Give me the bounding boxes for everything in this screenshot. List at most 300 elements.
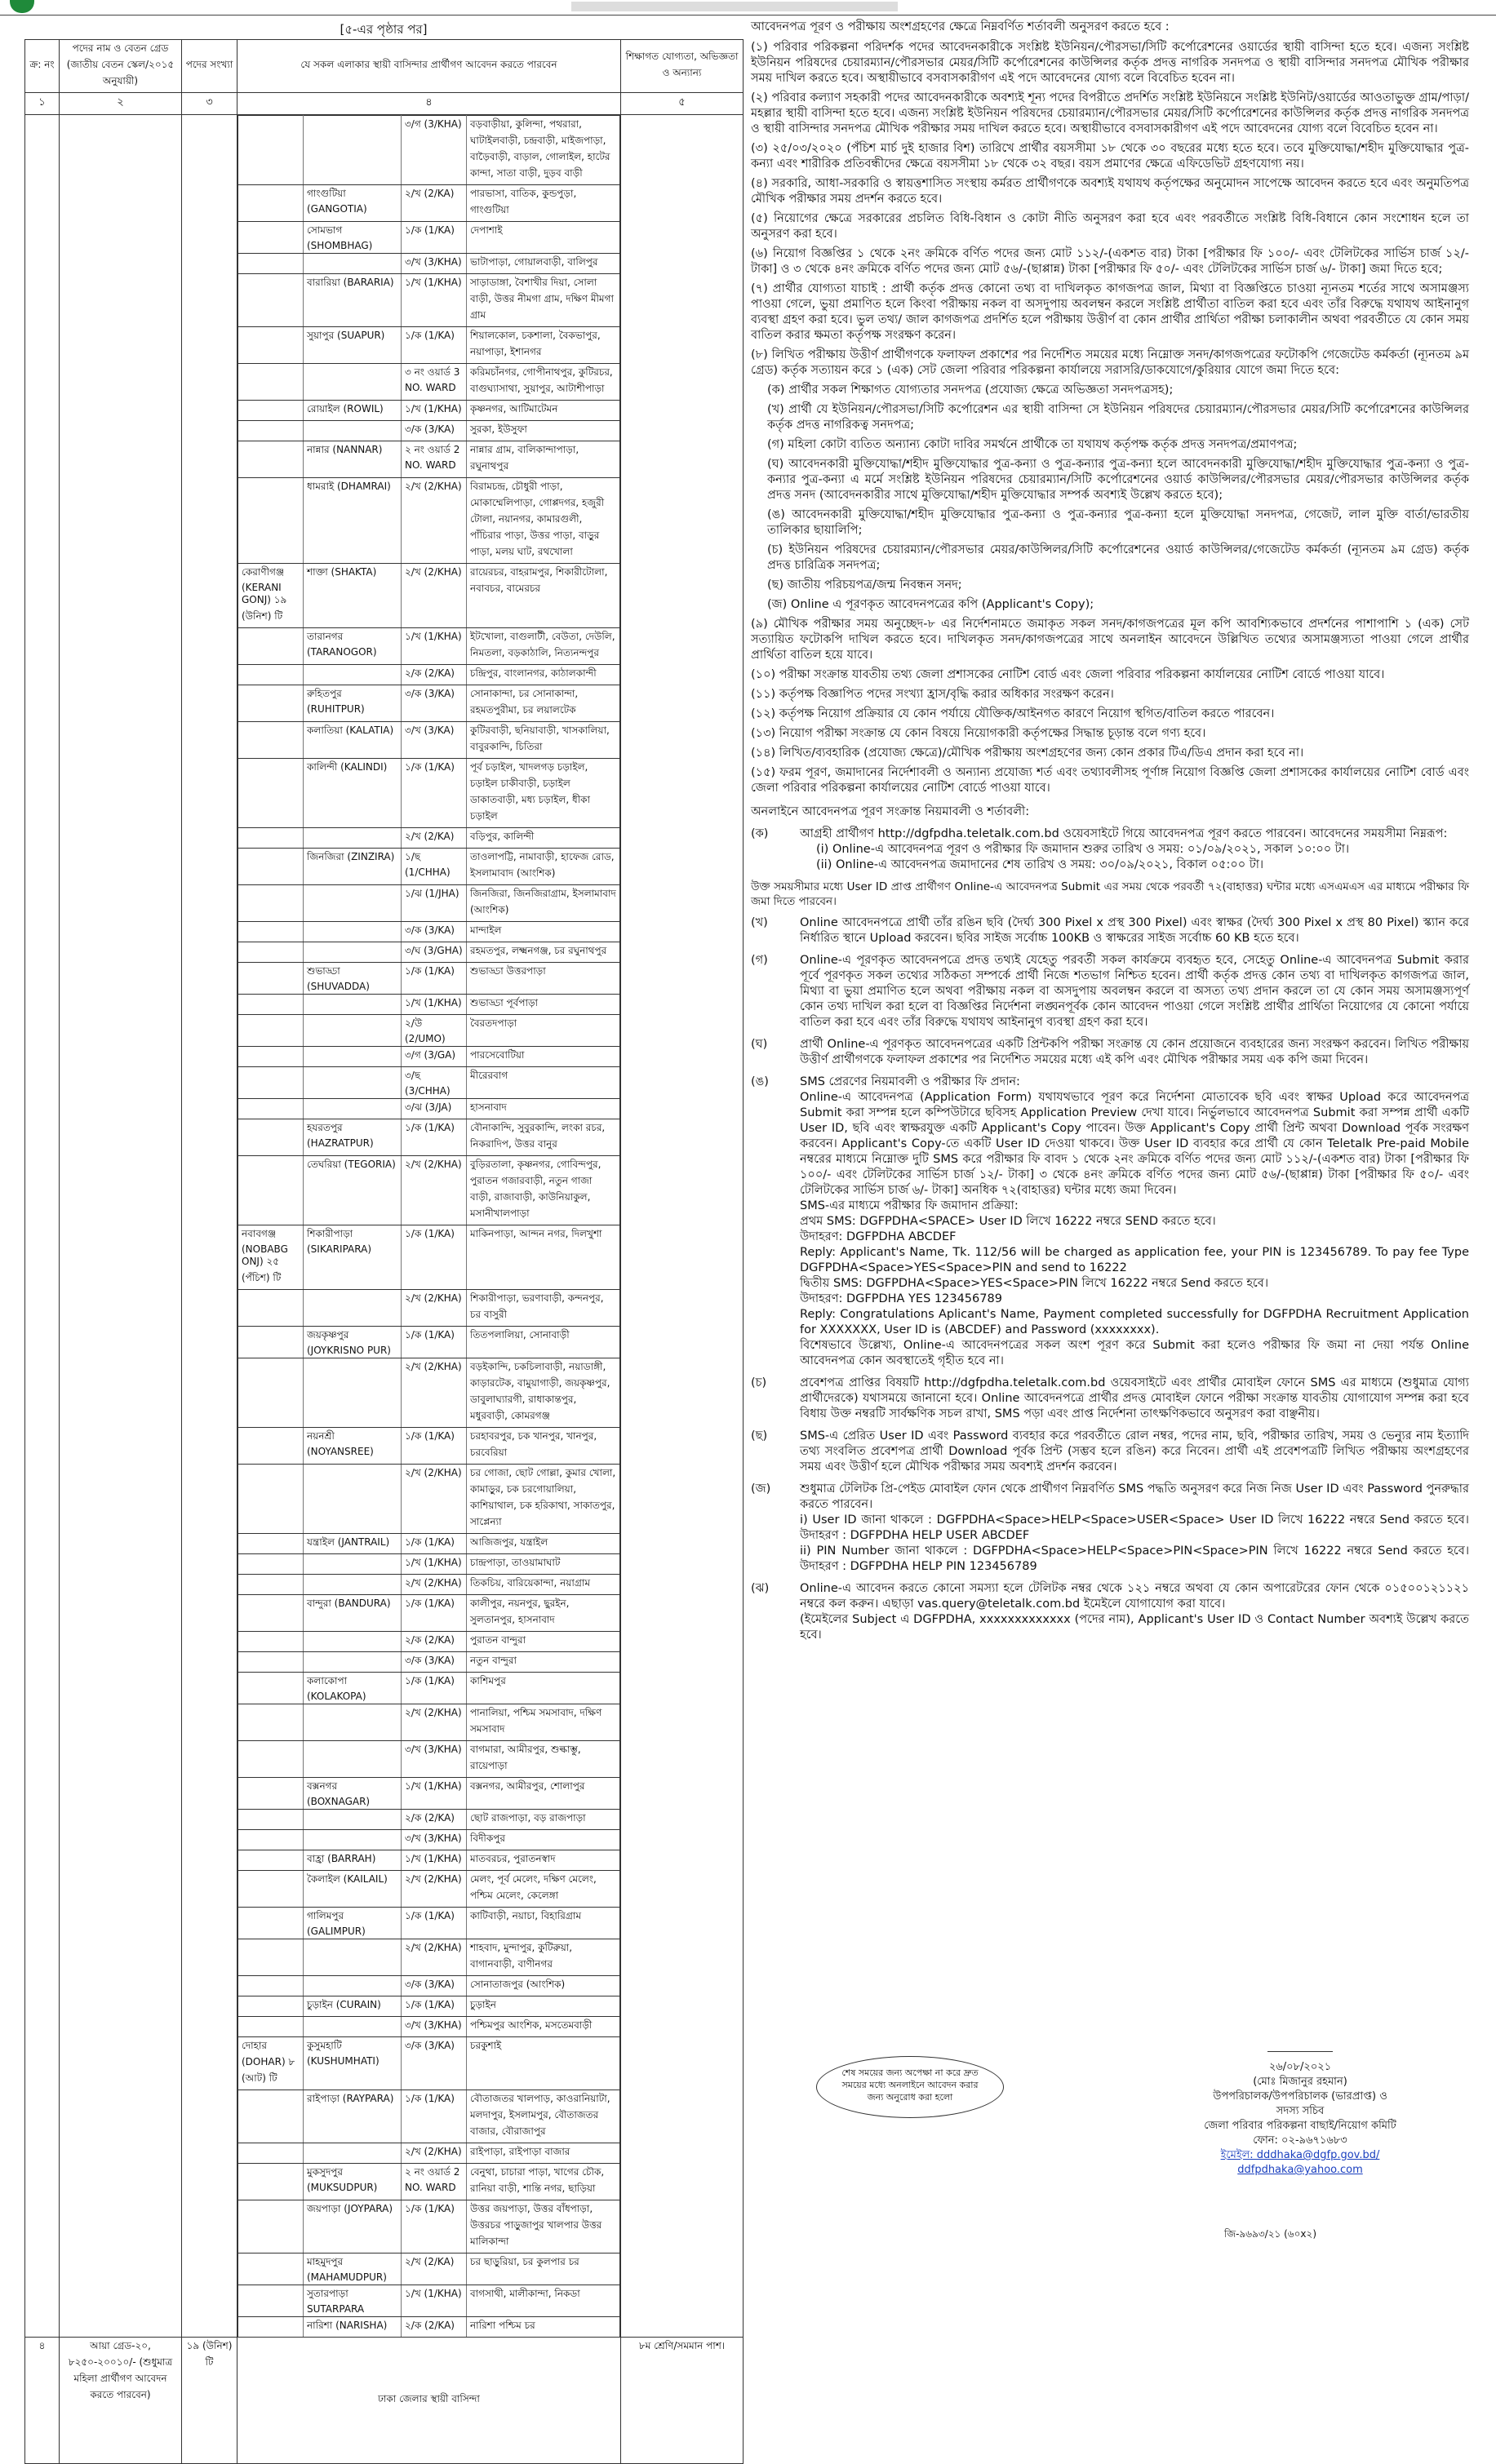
village-cell: চরহাবরপুর, চক খানপুর, খানপুর, চরবেরিয়া <box>467 1428 620 1465</box>
union-cell <box>304 116 402 185</box>
online-rule-ja <box>751 1482 1469 1575</box>
table-row <box>238 685 620 722</box>
rule-text: উদাহরণ: DGFPDHA ABCDEF <box>800 1230 957 1243</box>
conditions-intro: আবেদনপত্র পূরণ ও পরীক্ষায় অংশগ্রহণের ক্ষেত্রে নিম্নবর্ণিত শর্তাবলী অনুসরণ করতে হবে : <box>751 20 1170 33</box>
ward-cell: ২/ক (2/KA) <box>402 1810 467 1830</box>
ward-cell: ১/ক (1/KA) <box>402 1908 467 1939</box>
ward-cell: ১/ক (1/KA) <box>402 222 467 254</box>
ward-cell: ১/ক (1/KA) <box>402 1673 467 1704</box>
online-title: অনলাইনে আবেদনপত্র পূরণ সংক্রান্ত নিয়মাবলী ও শর্তাবলী: <box>751 805 1030 818</box>
ward-cell: ১/খ (1/KHA) <box>402 1554 467 1575</box>
signature-icon <box>1267 2023 1333 2052</box>
upazila-cell <box>238 922 304 942</box>
table-row <box>238 327 620 364</box>
online-rule-umo <box>751 1075 1469 1369</box>
village-cell: নারিশা পশ্চিম চর <box>467 2317 620 2338</box>
upazila-cell <box>238 942 304 963</box>
rule-text: SMS-এ প্রেরিত User ID এবং Password ব্যবহার করে পরবর্তীতে রোল নম্বর, পদের নাম, ছবি, পরীক্ষার তারিখ, সময় ও ভেন্যুর নাম ইত্যাদি তথ্য সংবলিত প্রবেশপত্র প্রার্থী Download পূর্বক প্রিন্ট (সম্ভব হলে রঙিন) করে নিবেন। প্রার্থী এই প্রবেশপত্রটি লিখিত পরীক্ষায় অংশগ্রহণের সময় এবং উত্তীর্ণ হলে মৌখিক পরীক্ষার সময় অবশ্যই প্রদর্শন করবেন। <box>800 1429 1469 1474</box>
rule-text: Online-এ পূরণকৃত আবেদনপত্রে প্রদত্ত তথ্যই যেহেতু পরবর্তী সকল কার্যক্রমে ব্যবহৃত হবে, সেহেতু Online-এ আবেদনপত্র Submit করার পূর্বে পূরণকৃত সকল তথ্যের সঠিকতা সম্পর্কে প্রার্থী নিজে শতভাগ নিশ্চিত হবেন। প্রার্থী কর্তৃক প্রদত্ত কোন তথ্য বা দাখিলকৃত কাগজপত্র জাল, মিথ্যা বা ভুয়া প্রমাণিত হলে অথবা পরীক্ষায় নকল বা অসদুপায় অবলম্বন করলে বা অসত্য তথ্য প্রদান করলে তা যে কোন সময় অসামঞ্জস্যপূর্ণ কোন তথ্য দাখিল করা হলে বা বিজ্ঞপ্তির নির্দেশনা লঙ্ঘনপূর্বক কোন আবেদন পাওয়া গেলে সংশ্লিষ্ট প্রার্থীর প্রার্থিতা নিয়োগের যে কোনো পর্যায়ে বাতিল করা হবে এবং তাঁর বিরুদ্ধে যথাযথ আইনানুগ ব্যবস্থা গ্রহণ করা হবে। <box>800 954 1469 1029</box>
upazila-cell <box>238 2090 304 2143</box>
village-cell: মাতবরচর, পুরাতনস্বাদ <box>467 1850 620 1871</box>
rule-text: উক্ত সময়সীমার মধ্যে User ID প্রাপ্ত প্রার্থীগণ Online-এ আবেদনপত্র Submit এর সময় থেকে পরবর্তী ৭২(বাহাত্তর) ঘন্টার মধ্যে এসএমএস এর মাধ্যমে পরীক্ষার ফি জমা দিতে পারবেন। <box>751 880 1469 908</box>
ward-cell: ১/ক (1/KA) <box>402 2200 467 2253</box>
col-number: ৪ <box>237 93 621 115</box>
table-row <box>238 2317 620 2338</box>
final-qualification: ৮ম শ্রেণি/সমমান পাশ। <box>621 2338 744 2464</box>
col-header-area: যে সকল এলাকার স্থায়ী বাসিন্দার প্রার্থীগণ আবেদন করতে পারবেন <box>237 40 621 93</box>
serial-cell <box>25 115 60 2338</box>
table-row <box>238 2037 620 2090</box>
village-cell: আজিজপুর, যন্ত্রাইল <box>467 1534 620 1554</box>
vacancy-table <box>24 39 744 2464</box>
ward-cell: ১/খ (1/KHA) <box>402 995 467 1015</box>
union-cell <box>304 1465 402 1534</box>
condition-item: (ক) প্রার্থীর সকল শিক্ষাগত যোগ্যতার সনদপত্র (প্রযোজ্য ক্ষেত্রে অভিজ্ঞতা সনদপত্রসহ); <box>767 383 1174 397</box>
village-cell: শিকারীপাড়া, ভরণাবাড়ী, কন্দনপুর, চর বাসুরী <box>467 1290 620 1327</box>
rule-text: দ্বিতীয় SMS: DGFPDHA<Space>YES<Space>PIN লিখে 16222 নম্বরে Send করতে হবে। <box>800 1277 1269 1290</box>
ward-cell: ১/খ (1/KHA) <box>402 401 467 421</box>
village-cell: কুটিরবাড়ী, ছনিয়াবাড়ী, খাসকালিয়া, বাবুরকান্দি, চিতিরা <box>467 722 620 759</box>
village-cell: ছোট রাজপাড়া, বড় রাজপাড়া <box>467 1810 620 1830</box>
table-row <box>238 849 620 885</box>
condition-item: (চ) ইউনিয়ন পরিষদের চেয়ারম্যান/পৌরসভার মেয়র/কাউন্সিলর/সিটি কর্পোরেশনের ওয়ার্ড কাউন্সিলর/গেজেটেড কর্মকর্তা (ন্যূনতম ৯ম গ্রেড) কর্তৃক প্রদত্ত চারিত্রিক সনদপত্র; <box>767 543 1469 572</box>
table-row <box>238 1358 620 1428</box>
col-number: ২ <box>60 93 182 115</box>
union-cell <box>304 421 402 441</box>
online-rule-gha <box>751 1037 1469 1068</box>
rule-label: (ঙ) <box>751 1075 769 1088</box>
union-cell <box>304 1830 402 1850</box>
post-cell <box>60 115 182 2338</box>
col-header-post: পদের নাম ও বেতন গ্রেড (জাতীয় বেতন স্কেল/২০১৫ অনুযায়ী) <box>60 40 182 93</box>
village-cell: ইটখোলা, বাগুলাটী, বেউতা, দেউলি, নিমতলা, বড়কাঠালি, নিত্যনন্দপুর <box>467 628 620 665</box>
upazila-cell <box>238 185 304 222</box>
ward-cell: ৩/ক (3/KA) <box>402 922 467 942</box>
union-cell: শুভাড্ডা (SHUVADDA) <box>304 963 402 995</box>
signature-block <box>1153 2023 1447 2178</box>
condition-item: (৭) প্রার্থীর যোগ্যতা যাচাই : প্রার্থী কর্তৃক প্রদত্ত কোনো তথ্য বা দাখিলকৃত কাগজপত্র জাল, মিথ্যা বা বিজ্ঞপ্তিতে চাওয়া ন্যূনতম শর্তের সাথে অসামঞ্জস্য পাওয়া গেলে, ভুয়া প্রমাণিত হলে কিংবা পরীক্ষায় নকল বা অসদুপায় অবলম্বন করলে সংশ্লিষ্ট প্রার্থীতা বাতিল করা হবে এবং তাঁর বিরুদ্ধে যথাযথ আইনানুগ ব্যবস্থা গ্রহণ করা হবে। ভুল তথ্য/ জাল কাগজপত্র প্রদর্শিত হলে পরীক্ষায় উত্তীর্ণ বা কোন প্রার্থীর প্রার্থিতা পরীক্ষা চলাকালীন অথবা পরবর্তীতে যে কোন সময় বাতিল করার ক্ষমতা কর্তৃপক্ষ সংরক্ষণ করেন। <box>751 282 1469 342</box>
union-cell: কুসুমহাটি (KUSHUMHATI) <box>304 2037 402 2090</box>
rule-text: উদাহরণ: DGFPDHA YES 123456789 <box>800 1292 1002 1305</box>
table-row <box>238 478 620 564</box>
village-cell: পূর্ব চড়াইল, খাদলগড় চড়াইল, চড়াইল চাকীবাড়ী, চড়াইল ডাকাতবাড়ী, মধ্য চড়াইল, ধীকা চড়াইল <box>467 759 620 828</box>
village-cell: বক্সনগর, আমীরপুর, শোলাপুর <box>467 1778 620 1810</box>
village-cell: চুড়াইন <box>467 1996 620 2017</box>
table-row <box>238 1554 620 1575</box>
ward-cell: ২/খ (2/KHA) <box>402 478 467 564</box>
ward-cell: ১/ক (1/KA) <box>402 327 467 364</box>
village-cell: বড়বাড়ীয়া, কুলিন্দা, পথরারা, ঘাটাইলবাড়ী, চন্দ্রবাড়ী, মাইজপাড়া, বাড়ৈবাড়ী, বাড়াল, গোলাইল, হাটের কান্দা, সাতা বাড়ী, দুড়ব বাড়ী <box>467 116 620 185</box>
sign-name: (মোঃ মিজানুর রহমান) <box>1253 2076 1347 2088</box>
table-row <box>238 1778 620 1810</box>
village-cell: হাসনাবাদ <box>467 1099 620 1119</box>
ward-cell: ২/খ (2/KHA) <box>402 1358 467 1428</box>
rule-label: (ঘ) <box>751 1038 768 1051</box>
village-cell: পুরাতন বান্দুরা <box>467 1632 620 1652</box>
rule-text: SMS-এর মাধ্যমে পরীক্ষার ফি জমাদান প্রক্রিয়া: <box>800 1199 1019 1212</box>
ward-cell: ২/খ (2/KHA) <box>402 2143 467 2164</box>
upazila-cell <box>238 995 304 1015</box>
table-row <box>238 2164 620 2200</box>
upazila-cell <box>238 1067 304 1099</box>
sign-phone: ফোন: ০২-৯৬৭১৬৮৩ <box>1253 2134 1347 2147</box>
table-row <box>238 628 620 665</box>
upazila-cell <box>238 1595 304 1632</box>
condition-item: (১১) কর্তৃপক্ষ বিজ্ঞাপিত পদের সংখ্যা হ্রাস/বৃদ্ধি করার অধিকার সংরক্ষণ করেন। <box>751 688 1114 701</box>
table-row <box>238 759 620 828</box>
sign-title: জেলা পরিবার পরিকল্পনা বাছাই/নিয়োগ কমিটি <box>1204 2120 1396 2132</box>
union-cell: নান্নার (NANNAR) <box>304 441 402 478</box>
rule-text: Reply: Congratulations Aplicant's Name, Payment completed successfully for DGFPDHA Recruitment Application for XXXXXXX, User ID is (ABCDEF) and Password (xxxxxxxx). <box>800 1308 1469 1336</box>
upazila-cell <box>238 1908 304 1939</box>
sign-date: ২৬/০৮/২০২১ <box>1268 2061 1332 2073</box>
village-cell: সুরকা, ইউসুফা <box>467 421 620 441</box>
table-row <box>238 1704 620 1741</box>
table-row <box>238 1850 620 1871</box>
ward-cell: ৩/ক (3/KA) <box>402 2037 467 2090</box>
ward-cell: ২/খ (2/KHA) <box>402 1156 467 1225</box>
union-cell <box>304 828 402 849</box>
union-cell <box>304 942 402 963</box>
col-header-serial: ক্র: নং <box>25 40 60 93</box>
union-cell: সুতারপাড়া SUTARPARA <box>304 2285 402 2317</box>
union-cell: নয়নশ্রী (NOYANSREE) <box>304 1428 402 1465</box>
condition-item: (৪) সরকারি, আধা-সরকারি ও স্বায়ত্তশাসিত সংস্থায় কর্মরত প্রার্থীগণকে অবশ্যই যথাযথ কর্তৃপক্ষের অনুমোদন সাপেক্ষে আবেদন করতে হবে এবং অনুমতিপত্র মৌখিক পরীক্ষার সময় প্রদর্শন করতে হবে। <box>751 177 1469 206</box>
ward-cell: ১/খ (1/KHA) <box>402 2285 467 2317</box>
upazila-cell <box>238 963 304 995</box>
ward-cell: ১/ক (1/KA) <box>402 2090 467 2143</box>
table-row <box>238 1119 620 1156</box>
table-row <box>238 1652 620 1673</box>
ward-cell: ৩/খ (3/KHA) <box>402 1741 467 1778</box>
upazila-cell <box>238 1871 304 1908</box>
village-cell: মেলং, পূর্ব মেলেং, দক্ষিণ মেলেং, পশ্চিম মেলেং, কেলেঙ্গা <box>467 1871 620 1908</box>
village-cell: শাহবাদ, মুন্দাপুর, কুটিরুয়া, বাগানবাড়ী, বাণীনগর <box>467 1939 620 1976</box>
village-cell: চর গোজা, ছোট গোল্লা, কুমার খোলা, কামাড়ুর, চক চরগোয়ালিয়া, কাশিয়াথাল, চক হরিকাথা, সাকাতপুর, সাপ্লেন্যা <box>467 1465 620 1534</box>
table-row <box>238 254 620 274</box>
table-row <box>238 1327 620 1358</box>
village-cell: সোনাতাজপুর (আংশিক) <box>467 1976 620 1996</box>
col-header-count: পদের সংখ্যা <box>182 40 237 93</box>
union-cell <box>304 1810 402 1830</box>
ward-cell: ১/ক (1/KA) <box>402 1119 467 1156</box>
union-cell <box>304 364 402 401</box>
rule-label: (ঝ) <box>751 1582 770 1595</box>
union-cell <box>304 1290 402 1327</box>
table-row <box>238 1632 620 1652</box>
union-cell: কালিন্দী (KALINDI) <box>304 759 402 828</box>
upazila-cell <box>238 722 304 759</box>
village-cell: শুভাড্ডা উত্তরপাড়া <box>467 963 620 995</box>
ward-cell: ১/ক (1/KA) <box>402 1428 467 1465</box>
upazila-cell <box>238 1554 304 1575</box>
union-cell <box>304 1652 402 1673</box>
village-cell: ভাটাপাড়া, গোয়ালবাড়ী, বালিপুর <box>467 254 620 274</box>
table-row <box>238 1830 620 1850</box>
ward-cell: ৩/খ (3/KA) <box>402 722 467 759</box>
ward-cell: ১/ক (1/KA) <box>402 1225 467 1290</box>
upazila-cell <box>238 1047 304 1067</box>
upazila-cell <box>238 1327 304 1358</box>
upazila-cell <box>238 2317 304 2338</box>
union-cell <box>304 1015 402 1047</box>
village-cell: বৌনাকান্দি, সুবুরকান্দি, লংকা রচর, নিকরাদিপ, উত্তর বানুর <box>467 1119 620 1156</box>
ward-cell: ২/খ (2/KA) <box>402 828 467 849</box>
upazila-cell <box>238 116 304 185</box>
ward-cell: ১/খ (1/KHA) <box>402 274 467 327</box>
union-cell: মুকসুদপুর (MUKSUDPUR) <box>304 2164 402 2200</box>
table-row <box>238 2090 620 2143</box>
ward-cell: ৩/খ (3/KHA) <box>402 1830 467 1850</box>
upazila-cell <box>238 2285 304 2317</box>
union-cell: রুহিতপুর (RUHITPUR) <box>304 685 402 722</box>
ward-cell: ৩/গ (3/KHA) <box>402 116 467 185</box>
ward-cell: ৩/গ (3/GA) <box>402 1047 467 1067</box>
village-cell: সাড়াডাঙ্গা, বৈশাখীর দিয়া, সোলা বাড়ী, উত্তর নীমগা গ্রাম, দক্ষিণ মীমগা গ্রাম <box>467 274 620 327</box>
ward-cell: ১/ছ (1/CHHA) <box>402 849 467 885</box>
village-cell: পশ্চিমপুর আংশিক, মসতেমবাড়ী <box>467 2017 620 2037</box>
col-header-qualification: শিক্ষাগত যোগ্যতা, অভিজ্ঞতা ও অন্যান্য <box>621 40 744 93</box>
table-row <box>238 2253 620 2285</box>
upazila-cell <box>238 2017 304 2037</box>
union-cell <box>304 1047 402 1067</box>
logo-icon <box>10 0 34 13</box>
upazila-cell <box>238 628 304 665</box>
ward-cell: ২/খ (2/KHA) <box>402 1704 467 1741</box>
rule-text: আগ্রহী প্রার্থীগণ http://dgfpdha.teletalk.com.bd ওয়েবসাইটে গিয়ে আবেদনপত্র পূরণ করতে পারবেন। আবেদনের সময়সীমা নিম্নরূপ: <box>800 827 1448 840</box>
conditions-column <box>751 20 1469 2222</box>
ward-cell: ১/ক (1/KA) <box>402 963 467 995</box>
condition-item: (৯) মৌখিক পরীক্ষার সময় অনুচ্ছেদ-৮ এর নির্দেশনামতে জমাকৃত সকল সনদ/কাগজপত্রের মূল কপি আবশ্যিকভাবে প্রদর্শনের পাশাপাশি ১ (এক) সেট সত্যায়িত ফটোকপি দাখিল করতে হবে। দাখিলকৃত সনদ/কাগজপত্রের সাথে অনলাইন আবেদনে উল্লিখিত তথ্যের অসামঞ্জস্যতা পাওয়া গেলে প্রার্থীর প্রার্থিতা বাতিল হয়ে যাবে। <box>751 618 1469 662</box>
upazila-cell <box>238 478 304 564</box>
condition-item: (ঙ) আবেদনকারী মুক্তিযোদ্ধা/শহীদ মুক্তিযোদ্ধার পুত্র-কন্যা ও পুত্র-কন্যার পুত্র-কন্যা হলে মুক্তিযোদ্ধা সনদপত্র, গেজেট, লাল মুক্তি বার্তা/ভারতীয় তালিকার ছায়ালিপি; <box>767 508 1469 537</box>
village-cell: পানালিয়া, পশ্চিম সমসাবাদ, দক্ষিণ সমসাবাদ <box>467 1704 620 1741</box>
union-cell: গালিমপুর (GALIMPUR) <box>304 1908 402 1939</box>
village-cell: বৈরতদপাড়া <box>467 1015 620 1047</box>
ward-cell: ৩/ক (3/KA) <box>402 421 467 441</box>
upazila-cell <box>238 1015 304 1047</box>
upazila-cell <box>238 849 304 885</box>
col-number: ৫ <box>621 93 744 115</box>
village-cell: কাটিবাড়ী, নয়াচা, বিহারিগ্রাম <box>467 1908 620 1939</box>
ward-cell: ২/খ (2/KHA) <box>402 1290 467 1327</box>
village-cell: পারসেবোটিয়া <box>467 1047 620 1067</box>
sign-email-link[interactable]: ddfpdhaka@yahoo.com <box>1237 2164 1363 2176</box>
union-cell: গাংগুটিয়া (GANGOTIA) <box>304 185 402 222</box>
upazila-cell <box>238 1156 304 1225</box>
union-cell: মাহমুদপুর (MAHAMUDPUR) <box>304 2253 402 2285</box>
table-row <box>238 222 620 254</box>
union-cell: বারারিয়া (BARARIA) <box>304 274 402 327</box>
union-cell: রোয়াইল (ROWIL) <box>304 401 402 421</box>
village-cell: বিদীকপুর <box>467 1830 620 1850</box>
upazila-cell <box>238 1428 304 1465</box>
table-row <box>238 1871 620 1908</box>
table-header-row <box>25 40 744 93</box>
table-row <box>238 1225 620 1290</box>
village-cell: চন্দ্রিপুর, বাংলানগর, কাঠালকান্দী <box>467 665 620 685</box>
village-cell: বৌতাজতর খালপাড়, কাওরানিয়াটা, মলদাপুর, ইসলামপুর, বৌতাজতর বাজার, বৌরাজাপুর <box>467 2090 620 2143</box>
sign-email-link[interactable]: ইমেইল: dddhaka@dgfp.gov.bd/ <box>1220 2149 1380 2161</box>
union-cell <box>304 885 402 922</box>
union-ward-table <box>237 115 620 2337</box>
table-row <box>238 1428 620 1465</box>
col-number: ৩ <box>182 93 237 115</box>
union-cell: শিকারীপাড়া (SIKARIPARA) <box>304 1225 402 1290</box>
ward-cell: ১/ক (1/KA) <box>402 759 467 828</box>
table-row <box>238 885 620 922</box>
condition-item: (৮) লিখিত পরীক্ষায় উত্তীর্ণ প্রার্থীগণকে ফলাফল প্রকাশের পর নির্দেশিত সময়ের মধ্যে নিম্নোক্ত সনদ/কাগজপত্রের ফটোকপি গেজেটেড কর্মকর্তা (ন্যূনতম ৯ম গ্রেড) কর্তৃক সত্যায়ন করে ১ (এক) সেট জেলা পরিবার পরিকল্পনা কার্যালয়ে সরাসরি/ডাকযোগে/কুরিয়ার যোগে জমা দিতে হবে: <box>751 348 1469 377</box>
final-post: আয়া গ্রেড-২০, ৮২৫০-২০০১০/- (শুধুমাত্র মহিলা প্রার্থীগণ আবেদন করতে পারবেন) <box>60 2338 182 2464</box>
village-cell: রায়েরচর, বাহরামপুর, শিকারীটোলা, নবাবচর, বামেরচর <box>467 564 620 628</box>
table-row <box>238 1996 620 2017</box>
village-cell: তাওলাপট্টি, নামাবাড়ী, হাফেজ রোড, ইসলামাবাদ (আংশিক) <box>467 849 620 885</box>
ward-cell: ৩/ক (3/KA) <box>402 1652 467 1673</box>
union-cell <box>304 1976 402 1996</box>
table-row <box>238 1908 620 1939</box>
ward-cell: ৩/খ (3/KHA) <box>402 2017 467 2037</box>
online-rule-cha <box>751 1376 1469 1422</box>
union-cell <box>304 254 402 274</box>
village-cell: চর ছাড়ুরিয়া, চর কুলপার চর <box>467 2253 620 2285</box>
upazila-cell <box>238 222 304 254</box>
rule-text: প্রার্থী Online-এ পূরণকৃত আবেদনপত্রের একটি প্রিন্টকপি পরীক্ষা সংক্রান্ত যে কোন প্রয়োজনে ব্যবহারের জন্য সংরক্ষণ করবেন। লিখিত পরীক্ষায় উত্তীর্ণ প্রার্থীগণকে ফলাফল প্রকাশের পর নির্দেশিত সময়ের মধ্যে এই কপি এবং মৌখিক পরীক্ষার সময় এক কপি জমা দিবেন। <box>800 1038 1469 1066</box>
upazila-cell <box>238 759 304 828</box>
online-rule-ka <box>751 827 1469 873</box>
upazila-cell <box>238 441 304 478</box>
upazila-cell <box>238 1632 304 1652</box>
union-cell: যন্ত্রাইল (JANTRAIL) <box>304 1534 402 1554</box>
condition-item: (খ) প্রার্থী যে ইউনিয়ন/পৌরসভা/সিটি কর্পোরেশন এর স্থায়ী বাসিন্দা সে ইউনিয়ন পরিষদের চেয়ারম্যান/পৌরসভার মেয়র/সিটি কর্পোরেশনের কাউন্সিলর কর্তৃক প্রদত্ত নাগরিকত্ব সনদপত্র; <box>767 403 1469 432</box>
table-row <box>238 1015 620 1047</box>
village-cell: পারভাসা, বাতিক, কুন্ডপুড়া, গাংগুটিয়া <box>467 185 620 222</box>
table-row <box>238 2285 620 2317</box>
online-rule-kha <box>751 915 1469 946</box>
rule-text: (ii) Online-এ আবেদনপত্র জমাদানের শেষ তারিখ ও সময়: ৩০/০৯/২০২১, বিকাল ০৫:০০ টা। <box>816 858 1264 871</box>
rule-label: (জ) <box>751 1482 771 1496</box>
upazila-cell <box>238 401 304 421</box>
table-row <box>238 2143 620 2164</box>
ward-cell: ৩/ক (3/KA) <box>402 1976 467 1996</box>
upazila-cell <box>238 254 304 274</box>
upazila-cell <box>238 2253 304 2285</box>
union-cell <box>304 922 402 942</box>
village-cell: রাইপাড়া, রাইপাড়া বাজার <box>467 2143 620 2164</box>
rule-text: বিশেষভাবে উল্লেখ্য, Online-এ আবেদনপত্রের সকল অংশ পূরণ করে Submit করা হলেও পরীক্ষার ফি জমা না দেয়া পর্যন্ত Online আবেদনপত্র কোন অবস্থাতেই গৃহীত হবে না। <box>800 1339 1469 1367</box>
table-row <box>238 1741 620 1778</box>
ward-cell: ১/খ (1/KHA) <box>402 1778 467 1810</box>
ward-cell: ২ নং ওয়ার্ড 2 NO. WARD <box>402 2164 467 2200</box>
rule-text: Online আবেদনপত্রে প্রার্থী তাঁর রঙিন ছবি (দৈর্ঘ্য 300 Pixel x প্রস্থ 300 Pixel) এবং স্বাক্ষর (দৈর্ঘ্য 300 Pixel x প্রস্থ 80 Pixel) স্ক্যান করে নির্ধারিত স্থানে Upload করবেন। ছবির সাইজ সর্বোচ্চ 100KB ও স্বাক্ষরের সাইজ সর্বোচ্চ 60 KB হতে হবে। <box>800 916 1469 945</box>
table-row <box>238 564 620 628</box>
ward-cell: ২ নং ওয়ার্ড 2 NO. WARD <box>402 441 467 478</box>
village-cell: মান্দাইল <box>467 922 620 942</box>
ward-cell: ১/ক (1/KA) <box>402 1534 467 1554</box>
upazila-cell <box>238 665 304 685</box>
village-cell: চরকুশাই <box>467 2037 620 2090</box>
village-cell: নান্নার গ্রাম, বালিকান্দাপাড়া, রঘুনাথপুর <box>467 441 620 478</box>
ward-cell: ২/খ (2/KHA) <box>402 1465 467 1534</box>
upazila-cell <box>238 364 304 401</box>
rule-text: (ইমেইলের Subject এ DGFPDHA, xxxxxxxxxxxxx (পদের নাম), Applicant's User ID ও Contact Number অবশ্যই উল্লেখ করতে হবে। <box>800 1613 1469 1642</box>
rule-text: i) User ID জানা থাকলে : DGFPDHA<Space>HELP<Space>USER<Space> User ID লিখে 16222 নম্বরে Send করতে হবে। উদাহরণ : DGFPDHA HELP USER ABCDEF <box>800 1513 1469 1542</box>
final-serial: ৪ <box>25 2338 60 2464</box>
rule-text: প্রবেশপত্র প্রাপ্তির বিষয়টি http://dgfpdha.teletalk.com.bd ওয়েবসাইটে এবং প্রার্থীর মোবাইল ফোনে SMS এর মাধ্যমে (শুধুমাত্র যোগ্য প্রার্থীদেরকে) যথাসময়ে জানানো হবে। Online আবেদনপত্রে প্রার্থীর প্রদত্ত মোবাইল ফোনে পরীক্ষা সংক্রান্ত যাবতীয় যোগাযোগ সম্পন্ন করা হবে বিধায় উক্ত নম্বরটি সার্বক্ষণিক সচল রাখা, SMS পড়া এবং প্রাপ্ত নির্দেশনা তাৎক্ষণিকভাবে অনুসরণ করা বাঞ্ছনীয়। <box>800 1376 1469 1420</box>
condition-item: (২) পরিবার কল্যাণ সহকারী পদের আবেদনকারীকে অবশ্যই শূন্য পদের বিপরীতে প্রদর্শিত সংশ্লিষ্ট ইউনিয়নে সংশ্লিষ্ট ইউনিট/ওয়ার্ডের আওতাভুক্ত গ্রাম/পাড়া/মহল্লার স্থায়ী বাসিন্দা হতে হবে। এজন্য সংশ্লিষ্ট ইউনিয়ন পরিষদের চেয়ারম্যান/পৌরসভার মেয়র/সিটি কর্পোরেশনের কাউন্সিলর কর্তৃক প্রদত্ত নাগরিক সনদপত্র ও স্থায়ী বাসিন্দার সনদপত্র মৌখিক পরীক্ষার সময় দাখিল করতে হবে। অস্থায়ীভাবে বসবাসকারীগণ এই পদে আবেদনের যোগ্য বলে বিবেচিত হবেন না। <box>751 91 1469 135</box>
union-cell: বক্সনগর (BOXNAGAR) <box>304 1778 402 1810</box>
union-cell: রাইপাড়া (RAYPARA) <box>304 2090 402 2143</box>
table-row <box>238 1939 620 1976</box>
table-row <box>238 1099 620 1119</box>
union-cell <box>304 1704 402 1741</box>
table-row <box>238 1810 620 1830</box>
condition-item: (১৩) নিয়োগ পরীক্ষা সংক্রান্ত যে কোন বিষয়ে নিয়োগকারী কর্তৃপক্ষের সিদ্ধান্ত চূড়ান্ত বলে গণ্য হবে। <box>751 727 1206 740</box>
rule-text: Online-এ আবেদনপত্র (Application Form) যথাযথভাবে পূরণ করে নির্দেশনা মোতাবেক ছবি এবং স্বাক্ষর Upload করে আবেদনপত্র Submit করা সম্পন্ন হলে কম্পিউটারে ছবিসহ Application Preview দেখা যাবে। নির্ভুলভাবে আবেদনপত্র Submit করা সম্পন্ন প্রার্থী একটি User ID, ছবি এবং স্বাক্ষরযুক্ত একটি Applicant's Copy পাবেন। উক্ত Applicant's Copy প্রার্থী প্রিন্ট অথবা Download পূর্বক সংরক্ষণ করবেন। Applicant's Copy-তে একটি User ID দেওয়া থাকবে। উক্ত User ID ব্যবহার করে প্রার্থী যে কোন Teletalk Pre-paid Mobile নম্বরের মাধ্যমে নিম্নোক্ত দুটি SMS করে পরীক্ষার ফি বাবদ ১ থেকে ২নং ক্রমিকে বর্ণিত পদের জন্য মোট ১১২/-(একশত বার) টাকা [পরীক্ষার ফি ১০০/- এবং টেলিটকের সার্ভিস চার্জ ১২/- টাকা] ৩ থেকে ৪নং ক্রমিকে বর্ণিত পদের জন্য মোট ৫৬/-(ছাপ্পান্ন) টাকা [পরীক্ষার ফি ৫০/- এবং টেলিটকের সার্ভিস চার্জ ৬/- টাকা] অনধিক ৭২(বাহাত্তর) ঘন্টার মধ্যে জমা দিবেন। <box>800 1091 1469 1197</box>
table-row <box>238 1156 620 1225</box>
rule-text: SMS প্রেরণের নিয়মাবলী ও পরীক্ষার ফি প্রদান: <box>800 1075 1020 1088</box>
upazila-cell <box>238 1465 304 1534</box>
table-row <box>238 722 620 759</box>
upazila-cell <box>238 685 304 722</box>
condition-item: (৩) ২৫/০৩/২০২০ (পঁচিশ মার্চ দুই হাজার বিশ) তারিখে প্রার্থীর বয়সসীমা ১৮ থেকে ৩০ বছরের মধ্যে হতে হবে। তবে মুক্তিযোদ্ধা/শহীদ মুক্তিযোদ্ধার পুত্র-কন্যা এবং শারীরিক প্রতিবন্ধীদের ক্ষেত্রে বয়সসীমা ১৮ থেকে ৩২ বছর। বয়স প্রমাণের ক্ষেত্রে এফিডেভিট গ্রহণযোগ্য নয়। <box>751 142 1469 171</box>
union-cell <box>304 1554 402 1575</box>
table-row <box>238 1575 620 1595</box>
table-row <box>238 828 620 849</box>
village-cell: বড়ইকান্দি, চকচিলাবাড়ী, নয়াডাঙ্গী, কাড়ারটেক, বামুয়াগাড়ী, জয়কৃষ্ণপুর, ডাবুলাঘ্যারগী, রাধাকান্তপুর, মধুরবাড়ী, কোমরগঞ্জ <box>467 1358 620 1428</box>
table-row <box>238 441 620 478</box>
rule-label: (গ) <box>751 954 768 967</box>
union-cell <box>304 1741 402 1778</box>
union-cell <box>304 1358 402 1428</box>
upazila-cell: কেরাণীগঞ্জ (KERANI GONJ) ১৯ (উনিশ) টি <box>238 564 304 628</box>
union-cell: জয়পাড়া (JOYPARA) <box>304 2200 402 2253</box>
union-cell: কলাতিয়া (KALATIA) <box>304 722 402 759</box>
sign-title: সদস্য সচিব <box>1276 2105 1325 2117</box>
ward-cell: ৩ নং ওয়ার্ড 3 NO. WARD <box>402 364 467 401</box>
upazila-cell <box>238 1810 304 1830</box>
union-cell: জিনজিরা (ZINZIRA) <box>304 849 402 885</box>
rule-text: প্রথম SMS: DGFPDHA<SPACE> User ID লিখে 16222 নম্বরে SEND করতে হবে। <box>800 1215 1216 1228</box>
ward-cell: ২/উ (2/UMO) <box>402 1015 467 1047</box>
ward-cell: ৩/ঝ (3/JA) <box>402 1099 467 1119</box>
ward-cell: ১/খ (1/KHA) <box>402 628 467 665</box>
upazila-cell <box>238 2143 304 2164</box>
union-cell: হযরতপুর (HAZRATPUR) <box>304 1119 402 1156</box>
village-cell: তিতপলালিয়া, সোনাবাড়ী <box>467 1327 620 1358</box>
condition-item: (৫) নিয়োগের ক্ষেত্রে সরকারের প্রচলিত বিধি-বিধান ও কোটা নীতি অনুসরণ করা হবে এবং পরবর্তীতে সংশ্লিষ্ট বিধি-বিধানে কোন সংশোধন হলে তা অনুসরণ করা হবে। <box>751 212 1469 241</box>
reminder-oval: শেষ সময়ের জন্য অপেক্ষা না করে দ্রুত সময়ের মধ্যে অনলাইনে আবেদন করার জন্য অনুরোধ করা হলো <box>816 2056 1004 2118</box>
ward-cell: ২/ক (2/KA) <box>402 1632 467 1652</box>
upazila-cell <box>238 1850 304 1871</box>
ward-cell: ২/ক (2/KA) <box>402 2317 467 2338</box>
village-cell: কাশিমপুর <box>467 1673 620 1704</box>
ward-cell: ৩/ক (3/KA) <box>402 685 467 722</box>
rule-text: Reply: Applicant's Name, Tk. 112/56 will be charged as application fee, your PIN is 123456789. To pay fee Type DGFPDHA<Space>YES<Space>PIN and send to 16222 <box>800 1246 1469 1274</box>
village-cell: বড়িপুর, কালিন্দী <box>467 828 620 849</box>
village-cell: বিরামচন্দ্র, চৌধুরী পাড়া, মোকাম্মেলিপাড়া, গোপ্পদগর, হজুরী টোলা, নয়ানগর, কামারগুলী, পাঁচিরার পাড়া, উত্তর পাড়া, বাড়ুর পাড়া, মলয় ঘাট, রথখোলা <box>467 478 620 564</box>
rule-text: (i) Online-এ আবেদনপত্র পূরণ ও পরীক্ষার ফি জমাদান শুরুর তারিখ ও সময়: ০১/০৯/২০২১, সকাল ১০:০০ টা। <box>816 843 1350 856</box>
footer-ref: জি-৯৬৯৩/২১ (৬০x২) <box>1224 2228 1316 2240</box>
union-cell: বান্দুরা (BANDURA) <box>304 1595 402 1632</box>
count-cell <box>182 115 237 2338</box>
union-cell: বাহ্রা (BARRAH) <box>304 1850 402 1871</box>
upazila-cell <box>238 1673 304 1704</box>
ward-cell: ২/খ (2/KHA) <box>402 1575 467 1595</box>
rule-text: ii) PIN Number জানা থাকলে : DGFPDHA<Space>HELP<Space>PIN<Space>PIN লিখে 16222 নম্বরে Send করতে হবে। উদাহরণ : DGFPDHA HELP PIN 123456789 <box>800 1544 1469 1573</box>
header-strip <box>571 2 898 11</box>
ward-cell: ১/ঝ (1/JHA) <box>402 885 467 922</box>
rule-label: (ক) <box>751 827 769 840</box>
